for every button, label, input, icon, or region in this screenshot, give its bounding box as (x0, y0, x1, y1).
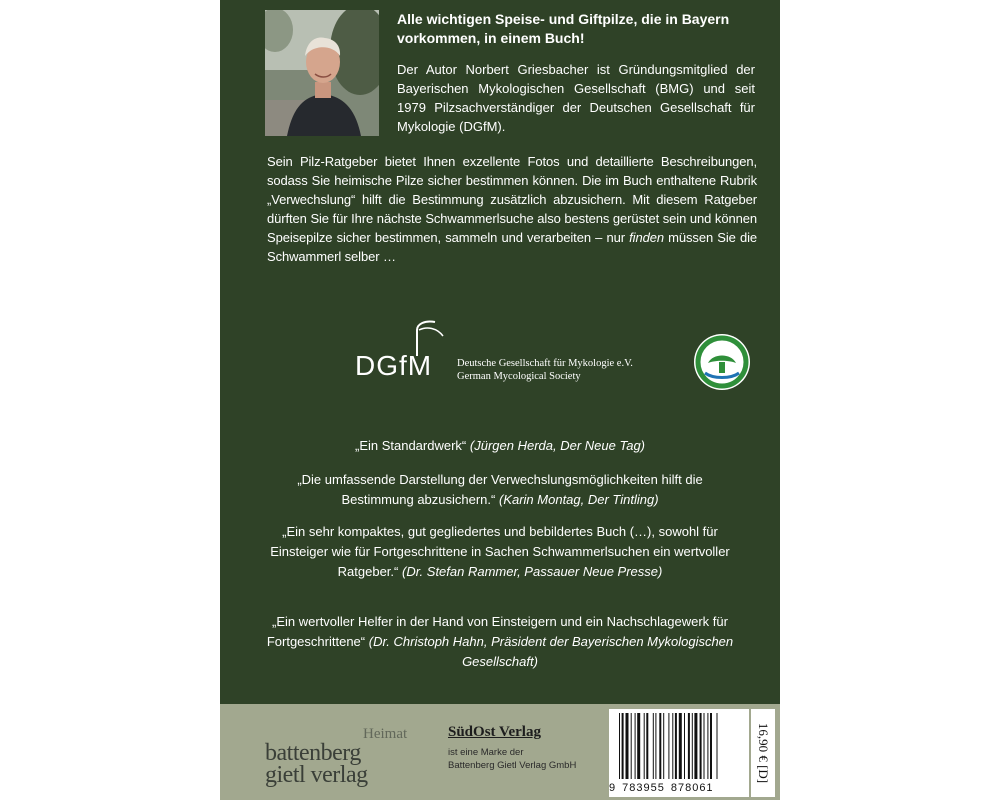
barcode-bars (609, 709, 749, 781)
review-quote-2 (260, 470, 740, 510)
isbn-barcode (609, 709, 749, 797)
dgfm-letters: DGfM (355, 350, 433, 381)
brand-heimat: Heimat (363, 726, 408, 742)
author-bio: Der Autor Norbert Griesbacher ist Gründungsmitglied der Bayerischen Mykologischen Gesellschaft (BMG) und seit 1979 Pilzsachverständiger der Deutschen Gesellschaft für Mykologie (DGfM). (397, 62, 755, 134)
isbn-digits-right: 878061 (670, 782, 714, 794)
review-quote-1 (260, 436, 740, 456)
isbn-digit-first: 9 (609, 782, 617, 794)
brand-line-1: battenberg (265, 740, 361, 766)
review-3-text: „Ein sehr kompaktes, gut gegliedertes und bebildertes Buch (…), sowohl für Einsteiger wie für Fortgeschrittene in Sachen Schwammerlsuchen ein wertvoller Ratgeber.“ (270, 524, 730, 579)
dgfm-name-de: Deutsche Gesellschaft für Mykologie e.V. (457, 358, 633, 369)
dgfm-name (457, 357, 633, 383)
book-description (267, 152, 757, 266)
description-emphasis: finden (629, 230, 664, 245)
battenberg-gietl-logo (265, 726, 415, 792)
review-2-source: (Karin Montag, Der Tintling) (498, 492, 659, 507)
isbn-digits-left: 783955 (622, 782, 665, 794)
description-part-2: müssen Sie die Schwammerl selber … (267, 230, 757, 264)
dgfm-logo (355, 320, 665, 390)
brand-line-2: gietl verlag (265, 762, 368, 788)
review-2-text: „Die umfassende Darstellung der Verwechslungsmöglichkeiten hilft die Bestimmung abzusichern.“ (297, 472, 703, 507)
review-1-text: „Ein Standardwerk“ (354, 438, 467, 453)
review-quote-3 (260, 522, 740, 582)
review-3-source: (Dr. Stefan Rammer, Passauer Neue Presse) (401, 564, 663, 579)
review-1-source: (Jürgen Herda, Der Neue Tag) (469, 438, 645, 453)
suedost-verlag-block (448, 724, 598, 772)
author-photo (265, 10, 379, 136)
review-quote-4 (260, 612, 740, 672)
mycological-society-seal-icon (693, 333, 751, 391)
suedost-verlag-logo: SüdOst Verlag (448, 724, 541, 740)
review-4-source: (Dr. Christoph Hahn, Präsident der Bayerischen Mykologischen Gesellschaft) (368, 634, 734, 669)
dgfm-name-en: German Mycological Society (457, 371, 581, 382)
headline: Alle wichtigen Speise- und Giftpilze, die in Bayern vorkommen, in einem Buch! (397, 11, 730, 46)
description-part-1: Sein Pilz-Ratgeber bietet Ihnen exzellente Fotos und detaillierte Beschreibungen, sodass Sie heimische Pilze sicher bestimmen können. Die im Buch enthaltene Rubrik „Verwechslung“ hilft die Bestimmung zusätzlich abzusichern. Mit diesem Ratgeber dürften Sie für Ihre nächste Schwammerlsuche also bestens gerüstet sein und können Speisepilze sicher bestimmen, sammeln und verarbeiten – nur (267, 154, 757, 245)
price-box (751, 709, 775, 797)
verlag-note-1: ist eine Marke der (448, 747, 524, 758)
book-back-cover (220, 0, 780, 800)
author-photo-image (265, 10, 379, 136)
isbn-digits (609, 782, 749, 794)
verlag-note-2: Battenberg Gietl Verlag GmbH (448, 760, 577, 771)
review-4-text: „Ein wertvoller Helfer in der Hand von Einsteigern und ein Nachschlagewerk für Fortgeschrittene“ (266, 614, 728, 649)
price: 16,90 € [D] (756, 722, 771, 784)
